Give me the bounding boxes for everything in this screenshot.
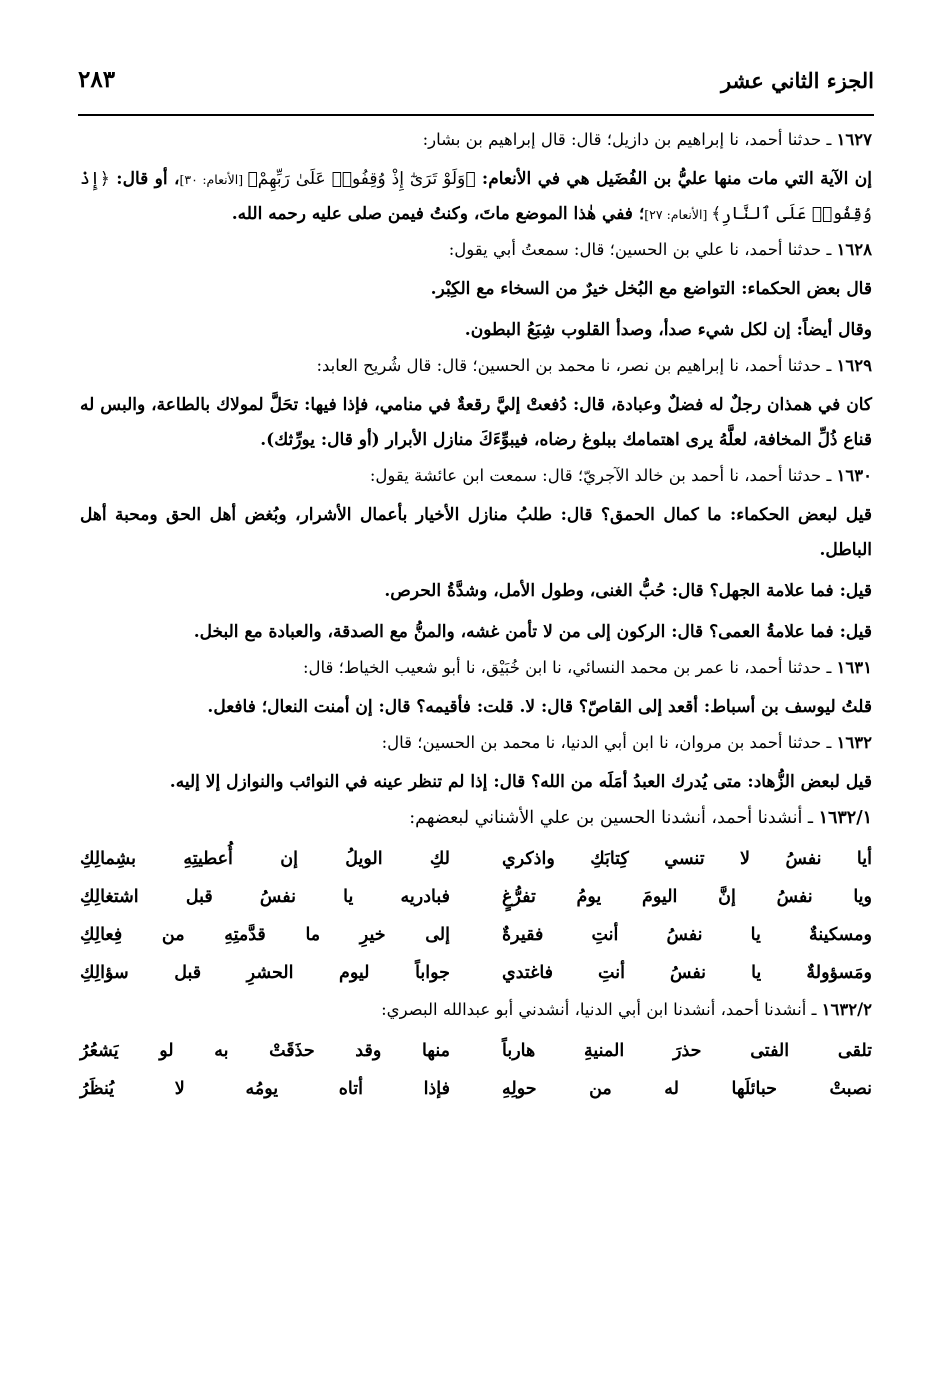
isnad-text: ـ حدثنا أحمد، نا علي بن الحسين؛ قال: سمعتُ أبي يقول: — [448, 240, 837, 259]
verse-line — [80, 954, 872, 992]
verse-first-hemistich: أيا نفسُ لا تنسي كِتابَكِ واذكري — [502, 849, 872, 869]
page-header — [78, 56, 874, 116]
page-number: ٢٨٣ — [78, 66, 116, 93]
verse-first-hemistich: ومسكينةٌ يا نفسُ أنتِ فقيرةٌ — [502, 925, 872, 945]
matn-text: كان في همذان رجلٌ له فضلٌ وعبادة، قال: دُفعتْ إليَّ رقعةٌ في منامي، فإذا فيها: تحَلَّ لمولاك بالطاعة، والبس له قناع ذُلِّ المخافة، لعلَّهُ يرى اهتمامك ببلوغ رضاه، فيبوِّءَكَ منازل الأبرار (أو قال: يورِّثك). — [80, 395, 872, 450]
isnad-text: ـ أنشدنا أحمد، أنشدنا الحسين بن علي الأشناني لبعضهم: — [409, 808, 819, 828]
quran-quote: ﴿وَلَوْ تَرَىٰٓ إِذْ وُقِفُوا۟ عَلَىٰ رَبِّهِمْ﴾ — [247, 169, 476, 189]
matn-text: قلتُ ليوسف بن أسباط: أقعد إلى القاصّ؟ قال: لا. قلت: فأقيمه؟ قال: إن أمنت النعال؛ فافعل. — [207, 697, 872, 717]
matn-text: قيل: فما علامةُ العمى؟ قال: الركون إلى من لا تأمن غشه، والمنُّ مع الصدقة، والعبادة مع البخل. — [193, 622, 872, 642]
matn-text: إن الآية التي مات منها عليُّ بن الفُضَيل هي في الأنعام: — [475, 169, 872, 189]
verse-second-hemistich: منها وقد حذَقَتْ به لو يَشعُرُ — [80, 1041, 450, 1061]
isnad-text: ـ حدثنا أحمد، نا إبراهيم بن نصر، نا محمد بن الحسين؛ قال: قال شُريح العابد: — [316, 356, 837, 375]
matn-paragraph — [80, 615, 872, 650]
isnad-text: ـ حدثنا أحمد بن مروان، نا ابن أبي الدنيا، نا محمد بن الحسين؛ قال: — [381, 733, 837, 752]
isnad-line — [80, 238, 872, 262]
entry-number: ١٦٣٢/١ — [818, 808, 872, 828]
verse-second-hemistich: فإذا أتاه يومُه لا يُنظَرُ — [80, 1079, 450, 1099]
verse-first-hemistich: ومَسؤولةٌ يا نفسُ أنتِ فاغتدي — [502, 963, 872, 983]
isnad-line — [80, 354, 872, 378]
isnad-text: ـ حدثنا أحمد، نا أحمد بن خالد الآجريّ؛ قال: سمعت ابن عائشة يقول: — [369, 466, 837, 485]
page-body — [80, 128, 872, 1114]
isnad-text: ـ حدثنا أحمد، نا إبراهيم بن دازيل؛ قال: قال إبراهيم بن بشار: — [422, 130, 837, 149]
verse-second-hemistich: فبادريه يا نفسُ قبل اشتغالِكِ — [80, 887, 450, 907]
verse-line — [80, 1032, 872, 1070]
isnad-line — [80, 656, 872, 680]
verse-list — [80, 1032, 872, 1108]
verse-second-hemistich: جواباً ليوم الحشرِ قبل سؤالِكِ — [80, 963, 450, 983]
matn-text: ؛ ففي هٰذا الموضع ماتَ، وكنتُ فيمن صلى عليه رحمه الله. — [231, 204, 645, 224]
matn-text: ، أو قال: — [109, 169, 180, 189]
isnad-line — [80, 998, 872, 1022]
verse-line — [80, 878, 872, 916]
verse-first-hemistich: ويا نفسُ إنَّ اليومَ يومُ تفرُّغٍ — [502, 887, 872, 907]
matn-text: قيل: فما علامة الجهل؟ قال: حُبُّ الغنى، وطول الأمل، وشدَّةُ الحرص. — [384, 581, 872, 601]
verse-first-hemistich: تلقى الفتى حذرَ المنيةِ هارباً — [502, 1041, 872, 1061]
entry-number: ١٦٢٧ — [836, 130, 872, 149]
matn-paragraph — [80, 574, 872, 609]
verse-second-hemistich: إلى خيرِ ما قدَّمتِهِ من فِعالِكِ — [80, 925, 450, 945]
verse-line — [80, 1070, 872, 1108]
matn-paragraph — [80, 388, 872, 458]
entry-number: ١٦٣١ — [836, 658, 872, 677]
matn-paragraph — [80, 313, 872, 348]
entry-1628 — [80, 238, 872, 348]
entry-1627 — [80, 128, 872, 232]
entry-number: ١٦٣٢/٢ — [821, 1000, 872, 1019]
matn-text: قيل لبعض الحكماء: ما كمال الحمق؟ قال: طلبُ منازل الأخيار بأعمال الأشرار، وبُغض أهل الحق ومحبة أهل الباطل. — [80, 505, 872, 560]
entry-number: ١٦٢٨ — [836, 240, 872, 259]
quran-quote: ﴿إِذْ وُقِفُوا۟ عَلَى ٱلنَّارِ﴾ — [80, 169, 872, 224]
matn-paragraph — [80, 272, 872, 307]
matn-text: وقال أيضاً: إن لكل شيء صدأ، وصدأ القلوب شِبَعُ البطون. — [464, 320, 872, 340]
quran-reference: [الأنعام: ٢٧] — [644, 207, 712, 222]
entry-1630 — [80, 464, 872, 650]
entry-1632 — [80, 731, 872, 800]
isnad-line — [80, 128, 872, 152]
poem-1632-2 — [80, 998, 872, 1108]
matn-text: قيل لبعض الزُّهاد: متى يُدرك العبدُ أمَلَه من الله؟ قال: إذا لم تنظر عينه في النوائب والنوازل إلا إليه. — [169, 772, 872, 792]
matn-paragraph — [80, 162, 872, 232]
verse-line — [80, 916, 872, 954]
verse-second-hemistich: لكِ الويلُ إن أُعطيتِهِ بشِمالِكِ — [80, 849, 450, 869]
isnad-line — [80, 464, 872, 488]
isnad-text: ـ حدثنا أحمد، نا عمر بن محمد النسائي، نا ابن خُبَيْق، نا أبو شعيب الخياط؛ قال: — [302, 658, 837, 677]
entry-number: ١٦٣٠ — [836, 466, 872, 485]
isnad-text: ـ أنشدنا أحمد، أنشدنا ابن أبي الدنيا، أنشدني أبو عبدالله البصري: — [381, 1000, 822, 1019]
poem-1632-1 — [80, 806, 872, 992]
entry-number: ١٦٣٢ — [836, 733, 872, 752]
matn-paragraph — [80, 498, 872, 568]
matn-paragraph — [80, 690, 872, 725]
isnad-line — [80, 731, 872, 755]
matn-text: قال بعض الحكماء: التواضع مع البُخل خيرٌ من السخاء مع الكِبْر. — [430, 279, 872, 299]
quran-reference: [الأنعام: ٣٠] — [179, 172, 248, 187]
running-title: الجزء الثاني عشر — [720, 68, 874, 93]
entry-1629 — [80, 354, 872, 458]
verse-line — [80, 840, 872, 878]
verse-first-hemistich: نصبتْ حبائلَها له من حولِهِ — [502, 1079, 872, 1099]
matn-paragraph — [80, 765, 872, 800]
isnad-line — [80, 806, 872, 830]
entry-number: ١٦٢٩ — [836, 356, 872, 375]
entry-1631 — [80, 656, 872, 725]
verse-list — [80, 840, 872, 992]
